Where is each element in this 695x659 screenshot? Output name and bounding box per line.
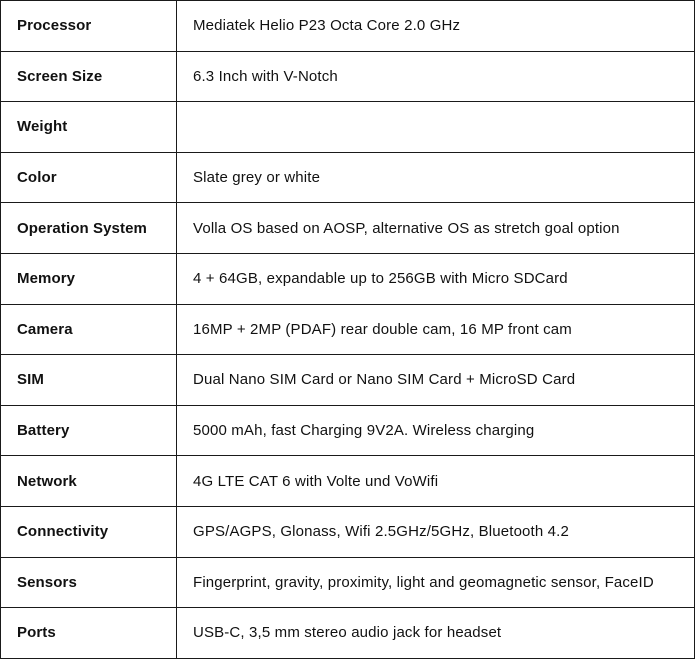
- spec-row-color: [1, 152, 695, 203]
- spec-label: SIM: [1, 355, 177, 406]
- spec-label: Processor: [1, 1, 177, 52]
- spec-label: Camera: [1, 304, 177, 355]
- spec-label: Battery: [1, 405, 177, 456]
- spec-row-ports: [1, 608, 695, 659]
- spec-row-sensors: [1, 557, 695, 608]
- spec-row-memory: [1, 253, 695, 304]
- spec-row-operation-system: [1, 203, 695, 254]
- spec-value: 6.3 Inch with V-Notch: [177, 51, 695, 102]
- spec-label: Operation System: [1, 203, 177, 254]
- spec-row-network: [1, 456, 695, 507]
- spec-label: Network: [1, 456, 177, 507]
- spec-row-processor: [1, 1, 695, 52]
- spec-label: Weight: [1, 102, 177, 153]
- spec-label: Connectivity: [1, 506, 177, 557]
- spec-row-weight: [1, 102, 695, 153]
- spec-value: USB-C, 3,5 mm stereo audio jack for headset: [177, 608, 695, 659]
- spec-value: Volla OS based on AOSP, alternative OS as stretch goal option: [177, 203, 695, 254]
- spec-label: Ports: [1, 608, 177, 659]
- spec-value: 4 + 64GB, expandable up to 256GB with Micro SDCard: [177, 253, 695, 304]
- spec-value: 16MP + 2MP (PDAF) rear double cam, 16 MP front cam: [177, 304, 695, 355]
- spec-value: Mediatek Helio P23 Octa Core 2.0 GHz: [177, 1, 695, 52]
- spec-value: Fingerprint, gravity, proximity, light and geomagnetic sensor, FaceID: [177, 557, 695, 608]
- spec-row-connectivity: [1, 506, 695, 557]
- spec-row-battery: [1, 405, 695, 456]
- spec-value: Slate grey or white: [177, 152, 695, 203]
- spec-label: Color: [1, 152, 177, 203]
- spec-value: [177, 102, 695, 153]
- spec-label: Sensors: [1, 557, 177, 608]
- spec-value: 4G LTE CAT 6 with Volte und VoWifi: [177, 456, 695, 507]
- spec-label: Screen Size: [1, 51, 177, 102]
- spec-value: 5000 mAh, fast Charging 9V2A. Wireless charging: [177, 405, 695, 456]
- spec-row-sim: [1, 355, 695, 406]
- spec-value: Dual Nano SIM Card or Nano SIM Card + MicroSD Card: [177, 355, 695, 406]
- spec-row-screen-size: [1, 51, 695, 102]
- spec-value: GPS/AGPS, Glonass, Wifi 2.5GHz/5GHz, Bluetooth 4.2: [177, 506, 695, 557]
- spec-label: Memory: [1, 253, 177, 304]
- spec-row-camera: [1, 304, 695, 355]
